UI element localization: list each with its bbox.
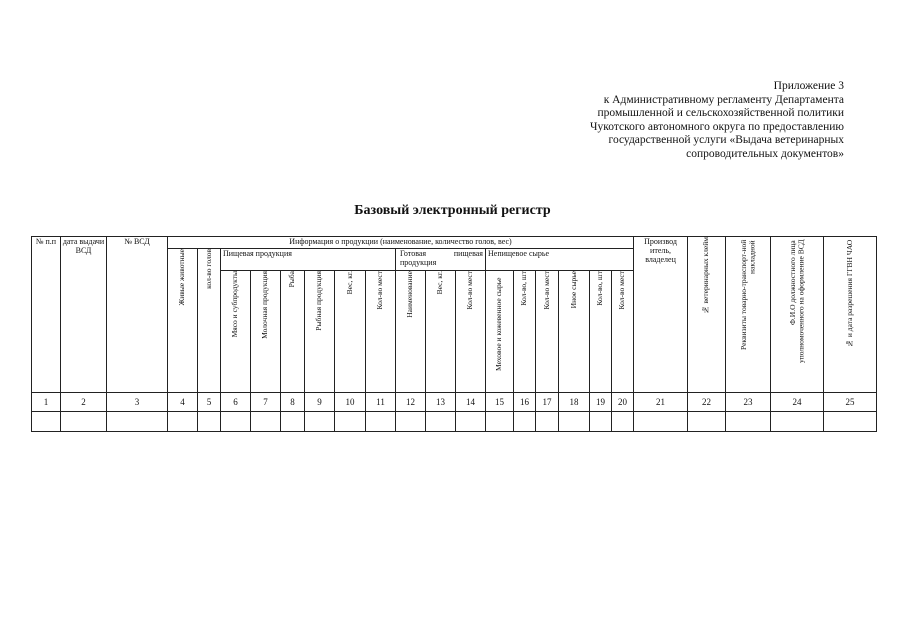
table-cell [824, 412, 877, 432]
header-line: государственной услуги «Выдача ветеринарных [608, 134, 844, 147]
col-header-other: Иное сырье [559, 271, 590, 393]
col-header-fish-products: Рыбная продукция [305, 271, 335, 393]
appendix-header [590, 80, 844, 162]
column-number: 20 [612, 393, 634, 412]
table-cell [366, 412, 396, 432]
column-number: 14 [456, 393, 486, 412]
col-header-fur-places: Кол-во мест [536, 271, 559, 393]
column-number: 2 [61, 393, 107, 412]
table-cell [590, 412, 612, 432]
column-number: 4 [168, 393, 198, 412]
nonfood-group-header: Непищевое сырье [486, 249, 634, 271]
column-number: 6 [221, 393, 251, 412]
table-cell [281, 412, 305, 432]
column-number: 10 [335, 393, 366, 412]
col-header-milk: Молочная продукция [251, 271, 281, 393]
col-header-fur: Меховое и кожевенное сырье [486, 271, 514, 393]
col-header-official: Ф.И.О должностного лица уполномоченного на оформление ВСД [771, 237, 824, 393]
column-number: 7 [251, 393, 281, 412]
table-cell [61, 412, 107, 432]
col-header-fur-count: Кол-во, шт [514, 271, 536, 393]
column-number: 24 [771, 393, 824, 412]
col-header-waybill: Реквизиты товарно-транспорт-ной накладной [726, 237, 771, 393]
column-number: 8 [281, 393, 305, 412]
table-cell [536, 412, 559, 432]
col-header-weight: Вес, кг. [335, 271, 366, 393]
col-header-meat: Мясо и субпродукты [221, 271, 251, 393]
col-header-places: Кол-во мест [366, 271, 396, 393]
column-number-row [32, 393, 877, 412]
table-cell [221, 412, 251, 432]
header-line: промышленной и сельскохозяйственной политики [597, 107, 844, 120]
column-number: 1 [32, 393, 61, 412]
table-cell [335, 412, 366, 432]
column-number: 11 [366, 393, 396, 412]
column-number: 18 [559, 393, 590, 412]
col-header-other-count: Кол-во, шт [590, 271, 612, 393]
table-cell [514, 412, 536, 432]
col-header-fish: Рыба [281, 271, 305, 393]
col-header-vsd: № ВСД [107, 237, 168, 393]
col-header-ready-weight: Вес, кг. [426, 271, 456, 393]
column-number: 17 [536, 393, 559, 412]
table-cell [168, 412, 198, 432]
column-number: 13 [426, 393, 456, 412]
table-cell [396, 412, 426, 432]
col-header-brands: № ветеринарных клейм [688, 237, 726, 393]
table-cell [486, 412, 514, 432]
col-header-heads: кол-во голов [198, 249, 221, 393]
column-number: 5 [198, 393, 221, 412]
col-header-other-places: Кол-во мест [612, 271, 634, 393]
column-number: 3 [107, 393, 168, 412]
food-group-header: Пищевая продукция [221, 249, 396, 271]
ready-group-header: Готовая пищевая продукция [396, 249, 486, 271]
column-number: 23 [726, 393, 771, 412]
column-number: 16 [514, 393, 536, 412]
table-cell [107, 412, 168, 432]
col-header-name: Наименование [396, 271, 426, 393]
table-cell [612, 412, 634, 432]
register-table [31, 236, 877, 432]
column-number: 12 [396, 393, 426, 412]
header-line: Чукотского автономного округа по предоставлению [590, 120, 844, 133]
table-cell [198, 412, 221, 432]
col-header-permit: № и дата разрешения ГГВН ЧАО [824, 237, 877, 393]
table-cell [726, 412, 771, 432]
table-cell [305, 412, 335, 432]
table-cell [251, 412, 281, 432]
col-header-producer: Производ итель, владелец [634, 237, 688, 393]
col-header-live-animals: Живые животные [168, 249, 198, 393]
column-number: 22 [688, 393, 726, 412]
col-header-date: дата выдачи ВСД [61, 237, 107, 393]
table-cell [559, 412, 590, 432]
column-number: 9 [305, 393, 335, 412]
info-group-header: Информация о продукции (наименование, количество голов, вес) [168, 237, 634, 249]
table-cell [688, 412, 726, 432]
header-line: сопроводительных документов» [686, 147, 844, 160]
col-header-ready-places: Кол-во мест [456, 271, 486, 393]
table-cell [634, 412, 688, 432]
column-number: 25 [824, 393, 877, 412]
header-line: Приложение 3 [773, 80, 844, 92]
column-number: 21 [634, 393, 688, 412]
table-cell [456, 412, 486, 432]
col-header-no: № п.п [32, 237, 61, 393]
column-number: 19 [590, 393, 612, 412]
header-line: к Административному регламенту Департамента [603, 93, 844, 106]
table-cell [32, 412, 61, 432]
document-title: Базовый электронный регистр [354, 203, 551, 218]
table-cell [426, 412, 456, 432]
column-number: 15 [486, 393, 514, 412]
table-row [32, 412, 877, 432]
table-cell [771, 412, 824, 432]
